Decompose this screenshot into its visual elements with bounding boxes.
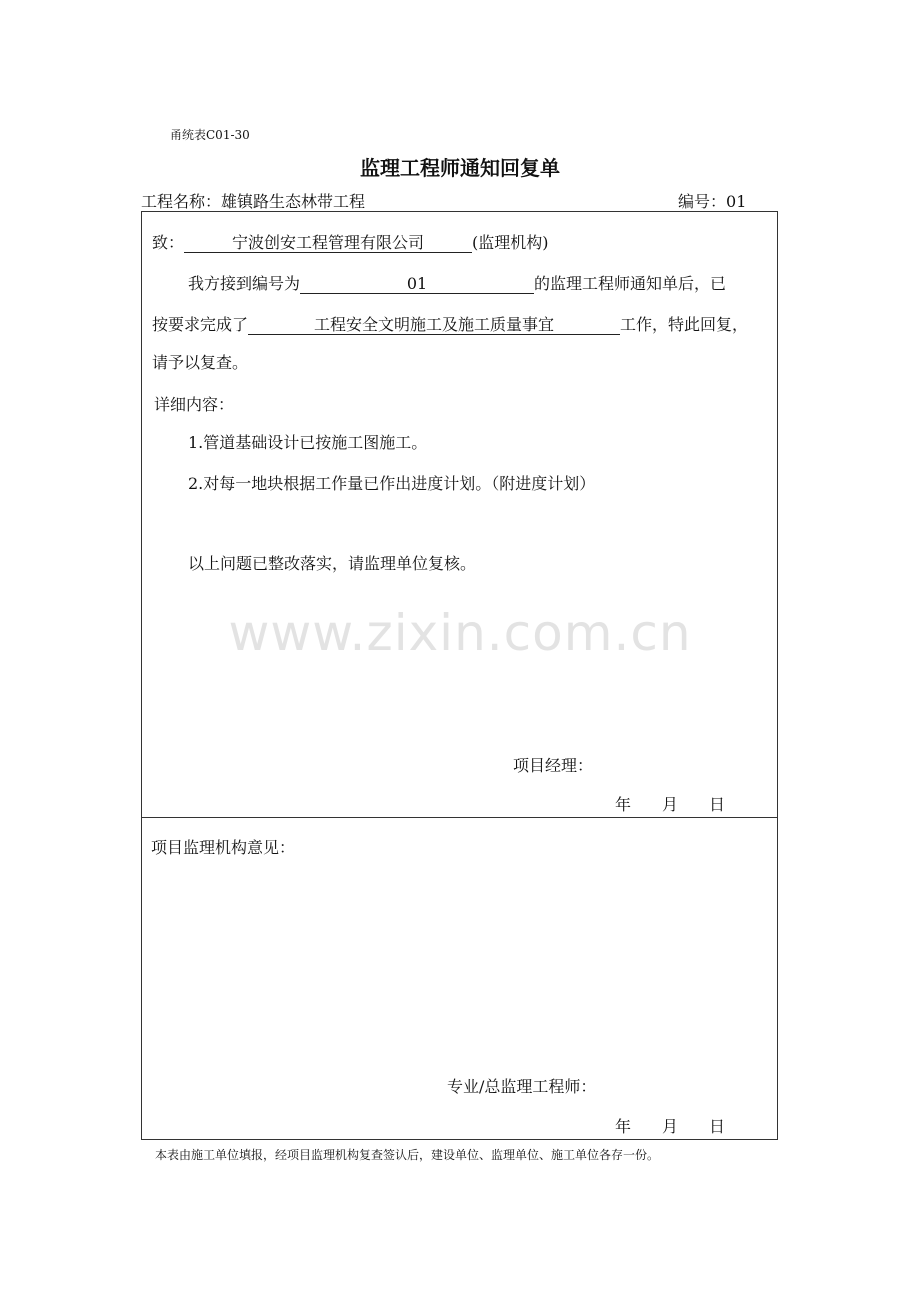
- date-day: 日: [709, 1117, 726, 1136]
- document-number-value: 01: [726, 192, 747, 211]
- work-item: 工程安全文明施工及施工质量事宜: [248, 316, 620, 335]
- form-code: 甬统表C01-30: [170, 128, 250, 142]
- addressee-org: 宁波创安工程管理有限公司: [184, 234, 472, 253]
- watermark: www.zixin.com.cn: [228, 604, 692, 662]
- detail-item-1: 1.管道基础设计已按施工图施工。: [188, 433, 428, 452]
- reply-date: [615, 792, 756, 815]
- detail-item-2: 2.对每一地块根据工作量已作出进度计划。（附进度计划）: [188, 474, 596, 493]
- work-text-prefix: 按要求完成了: [152, 315, 249, 334]
- reply-paragraph-line-1: [188, 271, 726, 294]
- reply-paragraph-line-2: [152, 312, 748, 335]
- project-name-line: [141, 189, 365, 212]
- reply-text-suffix: 的监理工程师通知单后，已: [534, 274, 727, 293]
- date-month: 月: [662, 795, 679, 814]
- reply-text-prefix: 我方接到编号为: [188, 274, 301, 293]
- supervision-date: [615, 1114, 756, 1137]
- reply-section: [141, 211, 778, 818]
- document-number-label: 编号：: [678, 192, 727, 211]
- addressee-label: 致：: [152, 233, 185, 252]
- document-number-line: [678, 189, 746, 212]
- project-name-label: 工程名称：: [141, 192, 222, 211]
- project-manager-label: 项目经理：: [513, 756, 594, 775]
- date-year: 年: [615, 1117, 632, 1136]
- document-title: 监理工程师通知回复单: [360, 156, 560, 180]
- footer-note: 本表由施工单位填报，经项目监理机构复查签认后，建设单位、监理单位、施工单位各存一份。: [155, 1148, 660, 1162]
- chief-engineer-label: 专业/总监理工程师：: [447, 1077, 597, 1096]
- project-name-value: 雄镇路生态林带工程: [221, 192, 366, 211]
- reply-paragraph-line-3: 请予以复查。: [152, 353, 249, 372]
- addressee-suffix: (监理机构): [472, 233, 549, 252]
- date-month: 月: [662, 1117, 679, 1136]
- supervision-opinion-label: 项目监理机构意见：: [151, 838, 296, 857]
- details-label: 详细内容：: [154, 395, 235, 414]
- date-year: 年: [615, 795, 632, 814]
- conclusion-text: 以上问题已整改落实，请监理单位复核。: [188, 554, 477, 573]
- addressee-line: [152, 230, 549, 253]
- work-text-suffix: 工作，特此回复，: [620, 315, 749, 334]
- notice-number: 01: [300, 275, 534, 294]
- date-day: 日: [709, 795, 726, 814]
- supervision-opinion-section: [141, 817, 778, 1140]
